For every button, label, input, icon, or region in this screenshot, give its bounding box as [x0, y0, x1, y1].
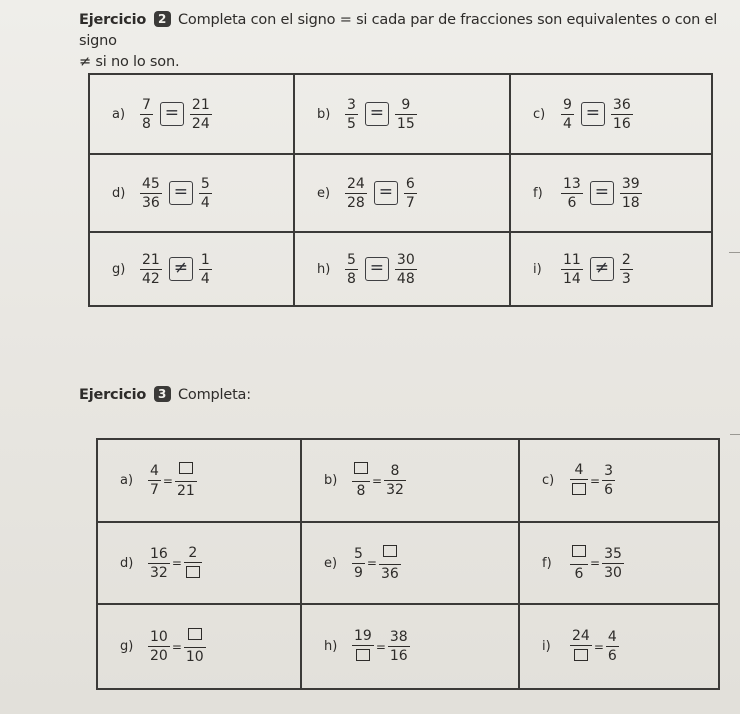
item-label: i)	[542, 639, 551, 654]
equals-sign: =	[372, 473, 383, 488]
fraction	[184, 545, 202, 582]
numerator: 24	[347, 175, 365, 192]
item-label: i)	[533, 261, 542, 277]
sign-box[interactable]: =	[160, 102, 184, 126]
blank-box[interactable]	[179, 462, 193, 474]
blank-box[interactable]	[383, 545, 397, 557]
exercise-item	[520, 605, 718, 688]
denominator: 5	[347, 115, 356, 132]
fraction	[620, 252, 633, 287]
item-label: b)	[317, 106, 331, 122]
exercise-item	[511, 233, 711, 305]
numerator: 3	[347, 96, 356, 113]
numerator: 21	[191, 96, 210, 113]
fraction	[561, 176, 583, 211]
denominator: 16	[389, 648, 408, 664]
item-label: e)	[317, 185, 331, 201]
blank-box[interactable]	[188, 628, 202, 640]
exercise-item	[520, 523, 718, 605]
numerator: 13	[563, 175, 581, 192]
numerator: 1	[200, 251, 210, 268]
exercise-3-number-badge: 3	[154, 386, 171, 402]
denominator: 28	[347, 194, 365, 211]
exercise-2-instruction: Completa con el signo = si cada par de fracciones son equivalentes o con el signo	[79, 12, 718, 49]
exercise-item	[98, 605, 302, 688]
item-label: d)	[112, 185, 126, 201]
exercise-item	[98, 440, 302, 523]
denominator: 32	[386, 482, 404, 498]
exercise-3-heading	[79, 385, 251, 406]
blank-box[interactable]	[574, 649, 588, 661]
numerator: 30	[396, 251, 415, 268]
sign-box[interactable]: =	[365, 257, 389, 281]
denominator: 6	[567, 194, 577, 211]
blank-box[interactable]	[186, 566, 200, 578]
fraction	[404, 176, 417, 211]
exercise-2-number-badge: 2	[154, 11, 171, 27]
fraction	[175, 462, 197, 499]
edge-mark	[730, 434, 740, 435]
numerator	[352, 462, 370, 481]
numerator: 3	[604, 463, 613, 479]
denominator: 8	[356, 483, 366, 499]
numerator: 45	[142, 175, 160, 192]
exercise-2-title: Ejercicio	[79, 12, 147, 28]
numerator	[177, 462, 195, 481]
denominator: 24	[191, 115, 210, 132]
fraction	[561, 97, 574, 132]
fraction	[570, 628, 592, 665]
sign-box[interactable]: ≠	[169, 257, 193, 281]
fraction	[602, 463, 615, 498]
item-label: a)	[112, 106, 126, 122]
denominator: 8	[347, 270, 356, 287]
blank-box[interactable]	[356, 649, 370, 661]
exercise-2-instruction-cont: ≠ si no lo son.	[79, 54, 180, 70]
fraction	[395, 252, 417, 287]
denominator: 16	[612, 115, 631, 132]
fraction	[148, 629, 170, 664]
item-label: a)	[120, 473, 134, 488]
numerator	[570, 545, 588, 564]
fraction	[620, 176, 642, 211]
fraction	[384, 463, 406, 498]
numerator: 5	[347, 251, 356, 268]
fraction	[148, 546, 170, 581]
denominator: 7	[150, 482, 159, 498]
exercise-item	[90, 75, 295, 155]
equals-sign: =	[590, 473, 601, 488]
fraction	[611, 97, 633, 132]
numerator: 11	[563, 251, 581, 268]
numerator: 24	[572, 628, 590, 644]
blank-box[interactable]	[572, 483, 586, 495]
denominator: 30	[604, 564, 622, 581]
numerator: 9	[401, 96, 411, 113]
fraction	[199, 176, 212, 211]
numerator: 10	[150, 629, 168, 645]
exercise-item	[520, 440, 718, 523]
fraction	[190, 97, 212, 132]
blank-box[interactable]	[572, 545, 586, 557]
exercise-item	[90, 155, 295, 233]
numerator: 16	[150, 545, 168, 562]
denominator: 6	[607, 648, 617, 664]
denominator: 18	[621, 194, 640, 211]
denominator: 8	[142, 115, 151, 132]
fraction	[352, 628, 374, 665]
exercise-item	[295, 155, 511, 233]
denominator: 4	[563, 115, 572, 132]
fraction	[345, 97, 358, 132]
numerator: 4	[607, 629, 617, 645]
denominator: 36	[380, 565, 399, 582]
numerator: 8	[390, 463, 400, 479]
edge-mark	[729, 252, 740, 253]
numerator: 35	[604, 545, 622, 562]
exercise-item	[302, 605, 520, 688]
sign-box[interactable]: ≠	[590, 257, 614, 281]
numerator: 36	[612, 96, 631, 113]
numerator: 7	[142, 96, 151, 113]
fraction	[140, 97, 153, 132]
exercise-2-table	[88, 73, 713, 307]
equals-sign: =	[171, 556, 182, 570]
fraction	[570, 462, 588, 499]
sign-box[interactable]: =	[374, 181, 398, 205]
equals-sign: =	[366, 556, 377, 570]
numerator: 2	[188, 544, 198, 561]
denominator: 42	[142, 270, 160, 287]
fraction	[352, 462, 370, 499]
item-label: h)	[317, 261, 331, 277]
denominator: 14	[563, 270, 581, 287]
sign-box[interactable]: =	[581, 102, 605, 126]
item-label: h)	[324, 639, 338, 654]
denominator: 32	[150, 564, 168, 581]
fraction	[379, 545, 401, 582]
exercise-item	[302, 440, 520, 523]
denominator: 36	[142, 194, 160, 211]
fraction	[140, 252, 162, 287]
fraction	[606, 629, 619, 664]
item-label: b)	[324, 473, 338, 488]
denominator: 3	[621, 270, 631, 287]
denominator: 48	[396, 270, 415, 287]
exercise-item	[98, 523, 302, 605]
fraction	[140, 176, 162, 211]
denominator: 6	[604, 482, 613, 498]
denominator: 4	[200, 194, 210, 211]
denominator: 9	[354, 564, 363, 581]
numerator: 6	[405, 175, 415, 192]
exercise-item	[302, 523, 520, 605]
fraction	[570, 545, 588, 582]
denominator: 15	[396, 115, 415, 132]
exercise-item	[511, 75, 711, 155]
item-label: e)	[324, 555, 338, 571]
denominator: 20	[150, 648, 168, 664]
exercise-3-title: Ejercicio	[79, 387, 147, 403]
denominator: 10	[185, 649, 204, 665]
numerator: 39	[621, 175, 640, 192]
exercise-3-table	[96, 438, 720, 690]
exercise-item	[295, 75, 511, 155]
item-label: g)	[120, 639, 134, 654]
exercise-item	[90, 233, 295, 305]
fraction	[199, 252, 212, 287]
fraction	[148, 463, 161, 498]
fraction	[184, 628, 206, 665]
fraction	[395, 97, 417, 132]
item-label: d)	[120, 555, 134, 571]
equals-sign: =	[162, 473, 173, 488]
numerator: 4	[150, 463, 159, 479]
exercise-3-instruction: Completa:	[178, 387, 251, 403]
denominator	[570, 480, 588, 499]
denominator: 4	[200, 270, 210, 287]
numerator: 4	[574, 462, 584, 478]
denominator: 7	[405, 194, 415, 211]
fraction	[345, 176, 367, 211]
denominator	[184, 563, 202, 582]
denominator	[354, 646, 372, 665]
exercise-item	[295, 233, 511, 305]
exercise-item	[511, 155, 711, 233]
item-label: c)	[533, 106, 546, 122]
fraction	[345, 252, 358, 287]
equals-sign: =	[590, 556, 601, 570]
item-label: c)	[542, 473, 555, 488]
fraction	[561, 252, 583, 287]
sign-box[interactable]: =	[169, 181, 193, 205]
numerator: 5	[354, 545, 363, 562]
equals-sign: =	[593, 639, 604, 654]
item-label: f)	[533, 185, 543, 201]
denominator	[572, 646, 590, 665]
numerator: 2	[621, 251, 631, 268]
item-label: f)	[542, 555, 552, 571]
numerator: 38	[389, 629, 408, 645]
numerator: 19	[354, 628, 372, 644]
numerator	[186, 628, 204, 647]
exercise-2-heading	[79, 10, 719, 73]
numerator: 9	[563, 96, 572, 113]
denominator: 21	[176, 483, 195, 499]
fraction	[388, 629, 410, 664]
item-label: g)	[112, 261, 126, 277]
numerator: 21	[142, 251, 160, 268]
equals-sign: =	[375, 639, 386, 654]
blank-box[interactable]	[354, 462, 368, 474]
numerator	[381, 545, 399, 564]
equals-sign: =	[171, 639, 182, 654]
numerator: 5	[200, 175, 210, 192]
fraction	[602, 546, 624, 581]
sign-box[interactable]: =	[365, 102, 389, 126]
sign-box[interactable]: =	[590, 181, 614, 205]
denominator: 6	[574, 565, 584, 582]
fraction	[352, 546, 365, 581]
